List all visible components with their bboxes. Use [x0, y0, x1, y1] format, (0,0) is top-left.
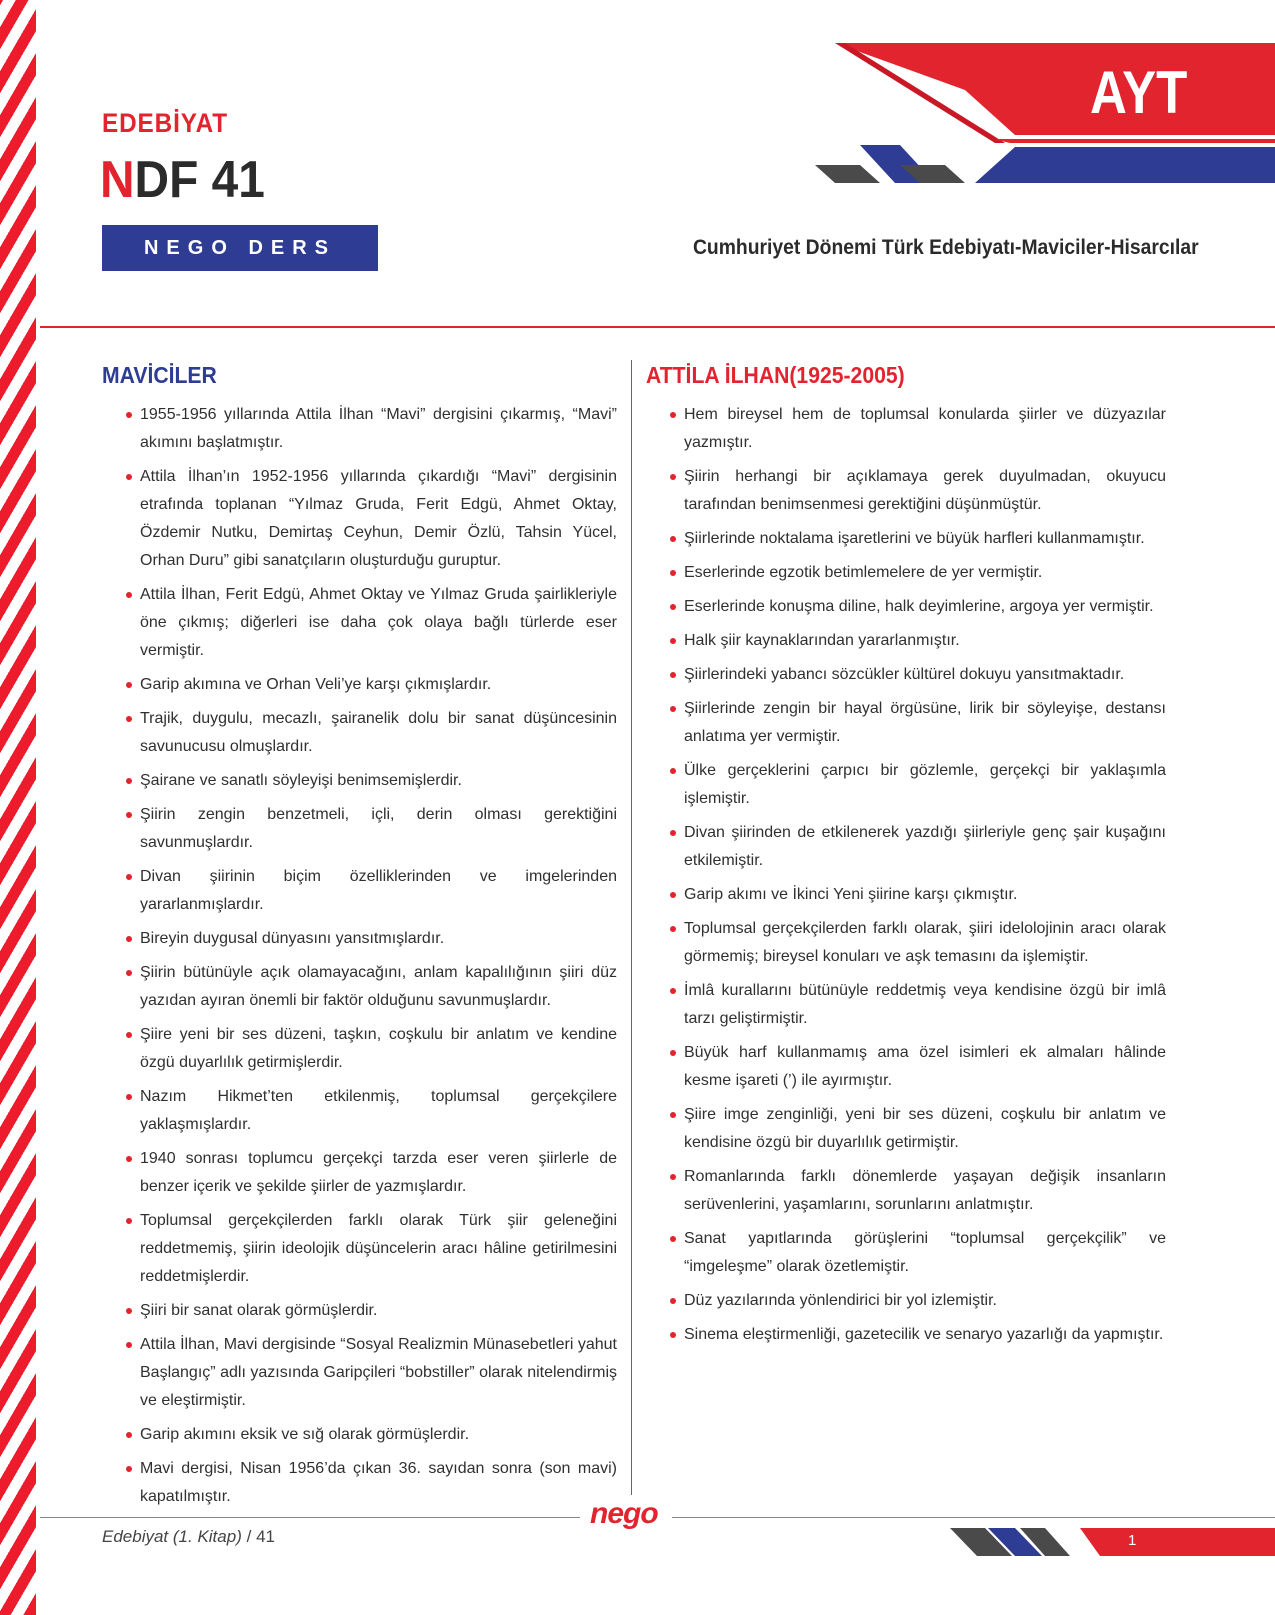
list-item: Divan şiirinden de etkilenerek yazdığı şiirleriyle genç şair kuşağını etkilemiştir. [646, 819, 1166, 875]
column-divider [631, 360, 632, 1495]
document-code [100, 150, 265, 210]
section-heading-maviciler: MAVİCİLER [102, 362, 217, 388]
nego-logo: nego [590, 1497, 658, 1530]
list-item: Toplumsal gerçekçilerden farklı olarak, şiiri idelolojinin aracı olarak görmemiş; bireysel konuları ve aşk temasını da işlemiştir. [646, 915, 1166, 971]
footer-book-page: 41 [256, 1527, 275, 1546]
attila-ilhan-list [646, 401, 1166, 1349]
footer-divider-left [40, 1517, 580, 1518]
list-item: Attila İlhan, Ferit Edgü, Ahmet Oktay ve Yılmaz Gruda şairlikleriyle öne çıkmış; diğerleri ise daha çok olaya bağlı türlerde eser vermiştir. [102, 581, 617, 665]
list-item: Toplumsal gerçekçilerden farklı olarak Türk şiir geleneğini reddetmemiş, şiirin ideolojik düşüncelerin aracı hâline getirilmesini reddetmişlerdir. [102, 1207, 617, 1291]
list-item: Attila İlhan’ın 1952-1956 yıllarında çıkardığı “Mavi” dergisinin etrafında toplanan “Yılmaz Gruda, Ferit Edgü, Ahmet Oktay, Özdemir Nutku, Demirtaş Ceyhun, Demir Özlü, Tahsin Yücel, Orhan Duru” gibi sanatçıların oluşturduğu guruptur. [102, 463, 617, 575]
list-item: Şiirlerinde zengin bir hayal örgüsüne, lirik bir söyleyişe, destansı anlatıma yer vermiştir. [646, 695, 1166, 751]
list-item: Sanat yapıtlarında görüşlerini “toplumsal gerçekçilik” ve “imgeleşme” olarak özetlemiştir. [646, 1225, 1166, 1281]
list-item: Romanlarında farklı dönemlerde yaşayan değişik insanların serüvenlerini, yaşamlarını, sorunlarını anlatmıştır. [646, 1163, 1166, 1219]
list-item: Şairane ve sanatlı söyleyişi benimsemişlerdir. [102, 767, 617, 795]
list-item: Şiirin bütünüyle açık olamayacağını, anlam kapalılığının şiiri düz yazıdan ayıran önemli bir faktör olduğunu savunmuşlardır. [102, 959, 617, 1015]
series-badge: NEGO DERS FÖYÜ [102, 225, 378, 271]
header-divider [40, 326, 1275, 328]
exam-banner [805, 35, 1275, 195]
list-item: İmlâ kurallarını bütünüyle reddetmiş veya kendisine özgü bir imlâ tarzı geliştirmiştir. [646, 977, 1166, 1033]
document-code-rest: DF 41 [134, 151, 265, 209]
list-item: Hem bireysel hem de toplumsal konularda şiirler ve düzyazılar yazmıştır. [646, 401, 1166, 457]
footer-separator: / [246, 1527, 252, 1546]
list-item: Şiirin zengin benzetmeli, içli, derin olması gerektiğini savunmuşlardır. [102, 801, 617, 857]
list-item: Şiire imge zenginliği, yeni bir ses düzeni, coşkulu bir anlatım ve kendisine özgü bir duyarlılık getirmiştir. [646, 1101, 1166, 1157]
list-item: Şiire yeni bir ses düzeni, taşkın, coşkulu bir anlatım ve kendine özgü duyarlılık getirmişlerdir. [102, 1021, 617, 1077]
footer-divider-right [672, 1517, 1275, 1518]
maviciler-list [102, 401, 617, 1511]
list-item: Trajik, duygulu, mecazlı, şairanelik dolu bir sanat düşüncesinin savunucusu olmuşlardır. [102, 705, 617, 761]
list-item: Bireyin duygusal dünyasını yansıtmışlardır. [102, 925, 617, 953]
footer-banner [950, 1528, 1275, 1562]
list-item: Attila İlhan, Mavi dergisinde “Sosyal Realizmin Münasebetleri yahut Başlangıç” adlı yazısında Garipçileri “bobstiller” olarak nitelendirmiş ve eleştirmiştir. [102, 1331, 617, 1415]
decorative-stripe-border [0, 0, 36, 1615]
list-item: Halk şiir kaynaklarından yararlanmıştır. [646, 627, 1166, 655]
list-item: 1940 sonrası toplumcu gerçekçi tarzda eser veren şiirlerle de benzer içerik ve şekilde şiirler de yazmışlardır. [102, 1145, 617, 1201]
list-item: Eserlerinde egzotik betimlemelere de yer vermiştir. [646, 559, 1166, 587]
list-item: Divan şiirinin biçim özelliklerinden ve imgelerinden yararlanmışlardır. [102, 863, 617, 919]
subject-label: EDEBİYAT [102, 108, 229, 138]
list-item: Mavi dergisi, Nisan 1956’da çıkan 36. sayıdan sonra (son mavi) kapatılmıştır. [102, 1455, 617, 1511]
list-item: Garip akımı ve İkinci Yeni şiirine karşı çıkmıştır. [646, 881, 1166, 909]
page-number: 1 [1128, 1532, 1137, 1549]
list-item: Nazım Hikmet’ten etkilenmiş, toplumsal gerçekçilere yaklaşmışlardır. [102, 1083, 617, 1139]
footer-book-title: Edebiyat (1. Kitap) [102, 1527, 242, 1546]
list-item: 1955-1956 yıllarında Attila İlhan “Mavi” dergisini çıkarmış, “Mavi” akımını başlatmıştır. [102, 401, 617, 457]
left-column [102, 362, 617, 1517]
list-item: Şiirlerinde noktalama işaretlerini ve büyük harfleri kullanmamıştır. [646, 525, 1166, 553]
list-item: Şiirin herhangi bir açıklamaya gerek duyulmadan, okuyucu tarafından benimsenmesi gerektiğini düşünmüştür. [646, 463, 1166, 519]
list-item: Eserlerinde konuşma diline, halk deyimlerine, argoya yer vermiştir. [646, 593, 1166, 621]
topic-title: Cumhuriyet Dönemi Türk Edebiyatı-Maviciler-Hisarcılar [693, 236, 1199, 259]
list-item: Sinema eleştirmenliği, gazetecilik ve senaryo yazarlığı da yapmıştır. [646, 1321, 1166, 1349]
section-heading-attila-ilhan: ATTİLA İLHAN(1925-2005) [646, 362, 905, 388]
right-column [646, 362, 1166, 1355]
list-item: Garip akımına ve Orhan Veli’ye karşı çıkmışlardır. [102, 671, 617, 699]
list-item: Ülke gerçeklerini çarpıcı bir gözlemle, gerçekçi bir yaklaşımla işlemiştir. [646, 757, 1166, 813]
document-code-first-letter: N [100, 151, 135, 209]
footer-book-reference [102, 1527, 275, 1547]
list-item: Şiirlerindeki yabancı sözcükler kültürel dokuyu yansıtmaktadır. [646, 661, 1166, 689]
exam-label: AYT [1090, 59, 1188, 126]
list-item: Garip akımını eksik ve sığ olarak görmüşlerdir. [102, 1421, 617, 1449]
list-item: Şiiri bir sanat olarak görmüşlerdir. [102, 1297, 617, 1325]
list-item: Büyük harf kullanmamış ama özel isimleri ek almaları hâlinde kesme işareti (’) ile ayırmıştır. [646, 1039, 1166, 1095]
list-item: Düz yazılarında yönlendirici bir yol izlemiştir. [646, 1287, 1166, 1315]
